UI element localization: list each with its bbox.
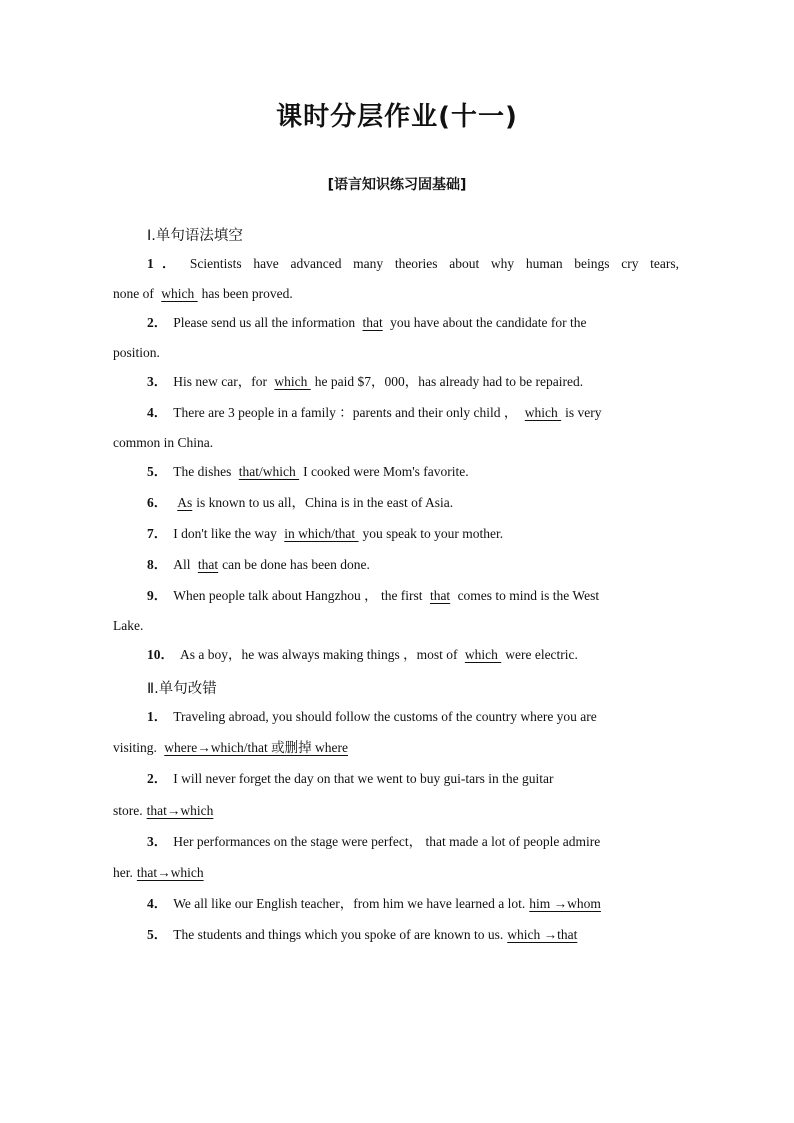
answer: in which/that xyxy=(284,526,359,541)
answer: As xyxy=(177,495,193,510)
item-2-line-2: position. xyxy=(113,345,160,360)
correction-2-line-2: store. that→which xyxy=(113,802,217,820)
correction-1-line-1: 1． Traveling abroad, you should follow the customs of the country where you are xyxy=(147,709,597,724)
item-6: 6． As is known to us all，China is in the east of Asia. xyxy=(147,495,454,510)
item-4-line-1: 4． There are 3 people in a family ：parents and their only child ， which is very xyxy=(147,405,602,420)
answer: which xyxy=(274,374,311,389)
section-heading-correction: Ⅱ.单句改错 xyxy=(147,681,217,697)
answer: that/which xyxy=(238,464,300,479)
correction-4: 4． We all like our English teacher，from him we have learned a lot. him →whom xyxy=(147,895,605,913)
correction-3-line-1: 3． Her performances on the stage were perfect， that made a lot of people admire xyxy=(147,834,601,849)
section-subtitle: [语言知识练习固基础] xyxy=(327,177,467,193)
answer: which xyxy=(161,286,198,301)
item-4-line-2: common in China. xyxy=(113,435,214,450)
item-5: 5． The dishes that/which I cooked were Mom's favorite. xyxy=(147,464,469,479)
item-8: 8． All that can be done has been done. xyxy=(147,557,370,572)
item-10: 10． As a boy，he was always making things ，most of which were electric. xyxy=(147,647,578,662)
correction-1-line-2: visiting. where→which/that 或删掉 where xyxy=(113,739,352,757)
answer: where→which/that 或删掉 where xyxy=(164,740,348,755)
answer: him →whom xyxy=(529,896,601,911)
item-2-line-1: 2． Please send us all the information that you have about the candidate for the xyxy=(147,315,587,330)
answer: which →that xyxy=(507,927,578,942)
answer: that xyxy=(197,557,219,572)
answer: which xyxy=(464,647,502,662)
correction-2-line-1: 2． I will never forget the day on that we went to buy gui-tars in the guitar xyxy=(147,771,554,786)
answer: that xyxy=(362,315,383,330)
correction-5: 5． The students and things which you spoke of are known to us. which →that xyxy=(147,926,581,944)
answer: which xyxy=(524,405,562,420)
page-title: 课时分层作业(十一) xyxy=(276,102,518,132)
correction-3-line-2: her. that→which xyxy=(113,864,208,882)
item-3: 3． His new car，for which he paid $7，000，has already had to be repaired. xyxy=(147,374,584,389)
item-7: 7． I don't like the way in which/that you speak to your mother. xyxy=(147,526,504,541)
item-1-line-1: 1． Scientists have advanced many theories about why human beings cry tears, xyxy=(147,256,679,271)
item-9-line-2: Lake. xyxy=(113,618,144,633)
item-1-line-2: none of which has been proved. xyxy=(113,286,293,301)
item-9-line-1: 9． When people talk about Hangzhou ， the first that comes to mind is the West xyxy=(147,588,600,603)
section-heading-fill: Ⅰ.单句语法填空 xyxy=(147,228,243,244)
answer: that→which xyxy=(136,865,204,880)
answer: that xyxy=(429,588,451,603)
answer: that→which xyxy=(146,803,214,818)
